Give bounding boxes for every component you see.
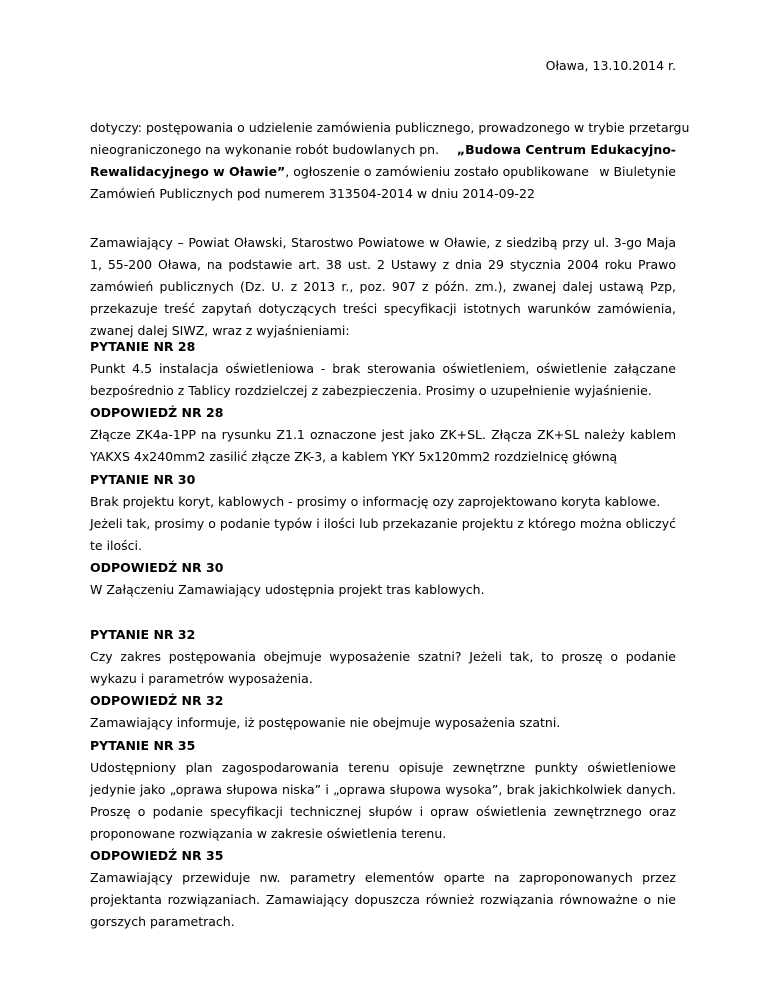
intro-line-3: Rewalidacyjnego w Oławie”, ogłoszenie o zamówieniu zostało opublikowane w Biuletynie bbox=[90, 164, 676, 179]
question-title: PYTANIE NR 30 bbox=[90, 472, 196, 487]
question-text: Udostępniony plan zagospodarowania terenu opisuje zewnętrzne punkty oświetleniowe jedynie jako „oprawa słupowa niska” i „oprawa słupowa wysoka”, brak jakichkolwiek danych. Proszę o podanie specyfikacji technicznej słupów i opraw oświetlenia zewnętrznego oraz proponowane rozwiązania w zakresie oświetlenia terenu. bbox=[90, 760, 676, 841]
intro-line-4: Zamówień Publicznych pod numerem 313504-2014 w dniu 2014-09-22 bbox=[90, 186, 535, 201]
contracting-authority-paragraph: Zamawiający – Powiat Oławski, Starostwo Powiatowe w Oławie, z siedzibą przy ul. 3-go Maja 1, 55-200 Oława, na podstawie art. 38 ust. 2 Ustawy z dnia 29 stycznia 2004 roku Prawo zamówień publicznych (Dz. U. z 2013 r., poz. 907 z późn. zm.), zwanej dalej ustawą Pzp, przekazuje treść zapytań dotyczących treści specyfikacji istotnych warunków zamówienia, zwanej dalej SIWZ, wraz z wyjaśnieniami: bbox=[90, 235, 676, 338]
intro-line-1: dotyczy: postępowania o udzielenie zamówienia publicznego, prowadzonego w trybie przetargu bbox=[90, 120, 690, 135]
answer-title: ODPOWIEDŹ NR 30 bbox=[90, 560, 224, 575]
question-28 bbox=[90, 336, 676, 468]
intro-line-2: nieograniczonego na wykonanie robót budowlanych pn. „Budowa Centrum Edukacyjno- bbox=[90, 142, 676, 157]
question-title: PYTANIE NR 28 bbox=[90, 339, 196, 354]
question-text: Punkt 4.5 instalacja oświetleniowa - brak sterowania oświetleniem, oświetlenie załączane bezpośrednio z Tablicy rozdzielczej z zabezpieczenia. Prosimy o uzupełnienie wyjaśnienie. bbox=[90, 361, 676, 398]
answer-title: ODPOWIEDŹ NR 32 bbox=[90, 693, 224, 708]
question-text: Brak projektu koryt, kablowych - prosimy o informację ozy zaprojektowano koryta kablowe. bbox=[90, 494, 661, 509]
question-title: PYTANIE NR 32 bbox=[90, 627, 196, 642]
question-35 bbox=[90, 735, 676, 933]
intro-paragraph bbox=[90, 117, 690, 205]
answer-text: Zamawiający przewiduje nw. parametry elementów oparte na zaproponowanych przez projektanta rozwiązaniach. Zamawiający dopuszcza również rozwiązania równoważne o nie gorszych parametrach. bbox=[90, 870, 676, 929]
answer-text: Złącze ZK4a-1PP na rysunku Z1.1 oznaczone jest jako ZK+SL. Złącza ZK+SL należy kablem YAKXS 4x240mm2 zasilić złącze ZK-3, a kablem YKY 5x120mm2 rozdzielnicę główną bbox=[90, 427, 676, 464]
answer-text: Zamawiający informuje, iż postępowanie nie obejmuje wyposażenia szatni. bbox=[90, 715, 561, 730]
answer-title: ODPOWIEDŹ NR 35 bbox=[90, 848, 224, 863]
question-text: Czy zakres postępowania obejmuje wyposażenie szatni? Jeżeli tak, to proszę o podanie wykazu i parametrów wyposażenia. bbox=[90, 649, 676, 686]
answer-title: ODPOWIEDŹ NR 28 bbox=[90, 405, 224, 420]
question-text-2: Jeżeli tak, prosimy o podanie typów i ilości lub przekazanie projektu z którego można obliczyć te ilości. bbox=[90, 516, 676, 553]
question-30 bbox=[90, 469, 676, 601]
answer-text: W Załączeniu Zamawiający udostępnia projekt tras kablowych. bbox=[90, 582, 485, 597]
document-date: Oława, 13.10.2014 r. bbox=[545, 58, 676, 73]
question-title: PYTANIE NR 35 bbox=[90, 738, 196, 753]
question-32 bbox=[90, 624, 676, 734]
